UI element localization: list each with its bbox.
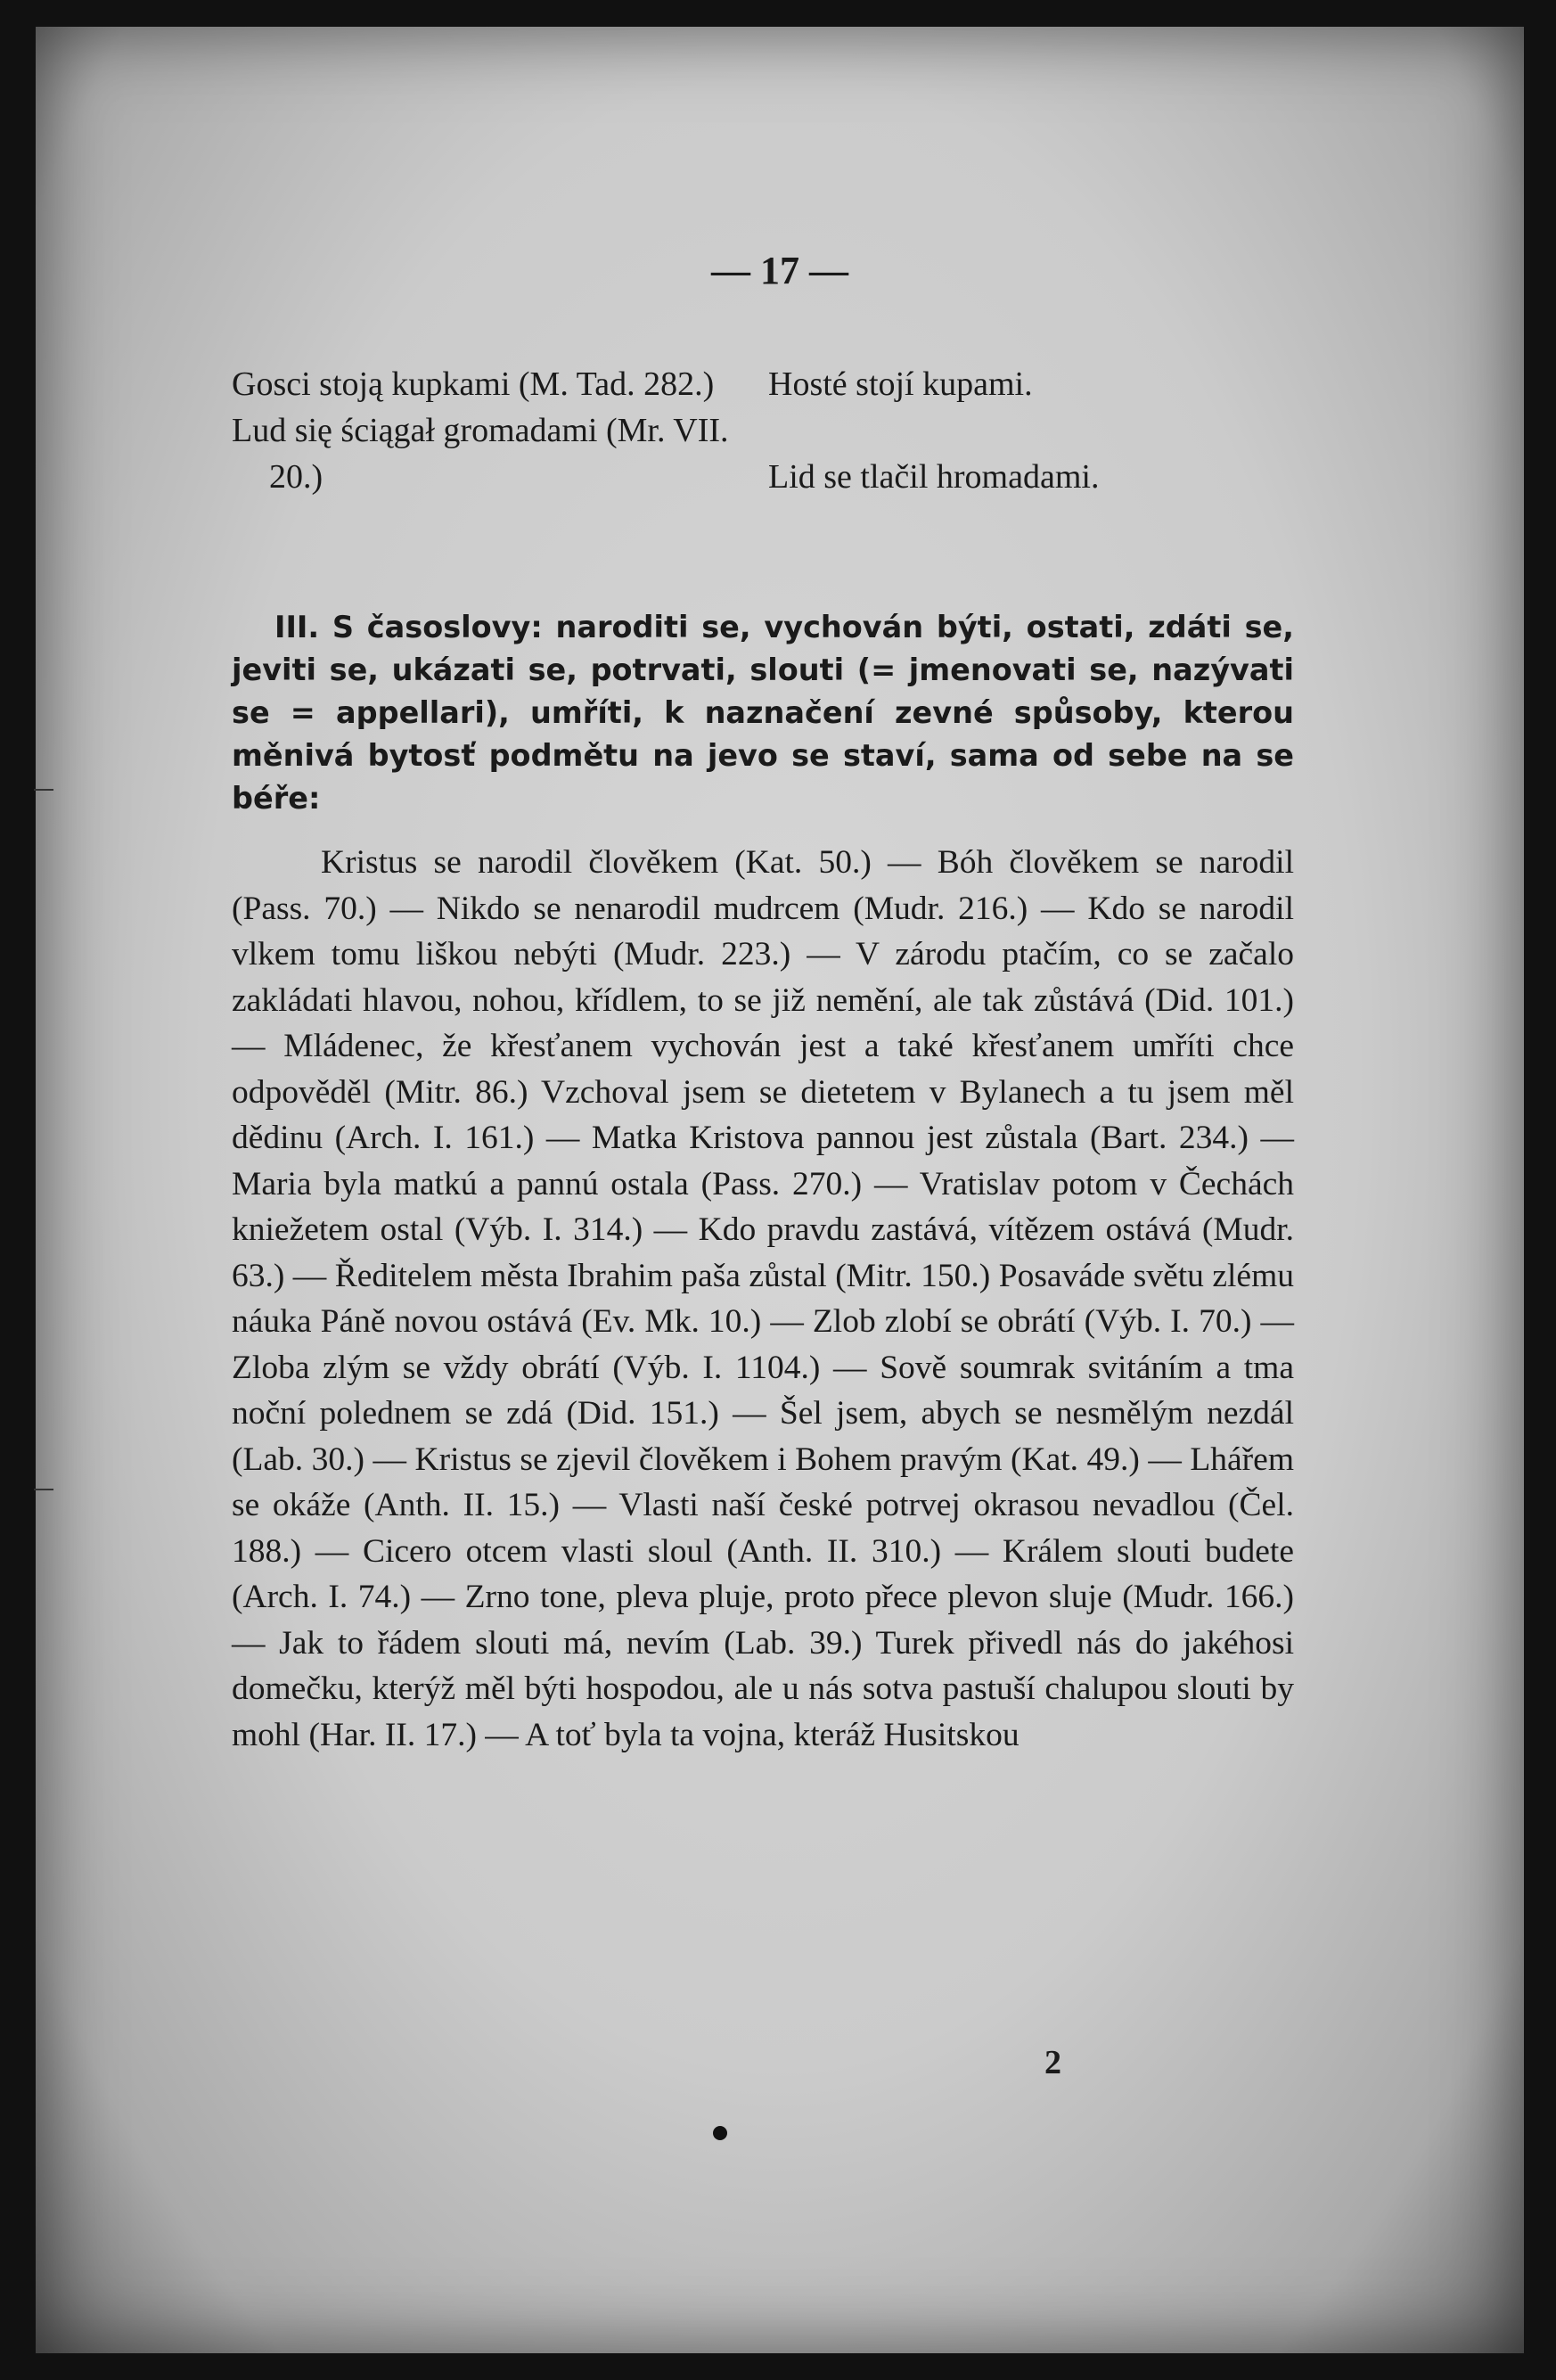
czech-example-1: Hosté stojí kupami. bbox=[768, 365, 1033, 403]
czech-example-2: Lid se tlačil hromadami. bbox=[768, 458, 1100, 496]
polish-example-2: Lud się ściągał gromadami (Mr. VII. 20.) bbox=[232, 412, 729, 496]
signature-mark: 2 bbox=[1044, 2044, 1061, 2081]
margin-tick bbox=[34, 789, 53, 791]
polish-example-1: Gosci stoją kupkami (M. Tad. 282.) bbox=[232, 365, 715, 403]
section-intro: III. S časoslovy: naroditi se, vychován býti, ostati, zdáti se, jeviti se, ukázati se, potrvati, slouti (= jmenovati se, nazývati se = appellari), umříti, k naznačení zevné spůsoby, kterou měnivá bytosť podmětu na jevo se staví, sama od sebe na se béře: bbox=[232, 610, 1294, 816]
body-paragraph: Kristus se narodil člověkem (Kat. 50.) — Bóh člověkem se narodil (Pass. 70.) — Nikdo se nenarodil mudrcem (Mudr. 216.) — Kdo se narodil vlkem tomu liškou nebýti (Mudr. 223.) — V zárodu ptačím, co se začalo zakládati hlavou, nohou, křídlem, to se již nemění, ale tak zůstává (Did. 101.) — Mládenec, že křesťanem vychován jest a také křesťanem umříti chce odpověděl (Mitr. 86.) Vzchoval jsem se dietetem v Bylanech a tu jsem měl dědinu (Arch. I. 161.) — Matka Kristova pannou jest zůstala (Bart. 234.) — Maria byla matkú a pannú ostala (Pass. 270.) — Vratislav potom v Čechách kniežetem ostal (Výb. I. 314.) — Kdo pravdu zastává, vítězem ostává (Mudr. 63.) — Ředitelem města Ibrahim paša zůstal (Mitr. 150.) Posaváde světu zlému náuka Páně novou ostává (Ev. Mk. 10.) — Zlob zlobí se obrátí (Výb. I. 70.) — Zloba zlým se vždy obrátí (Výb. I. 1104.) — Sově soumrak svitáním a tma noční polednem se zdá (Did. 151.) — Šel jsem, abych se nesmělým nezdál (Lab. 30.) — Kristus se zjevil člověkem i Bohem pravým (Kat. 49.) — Lhářem se okáže (Anth. II. 15.) — Vlasti naší české potrvej okrasou nevadlou (Čel. 188.) — Cicero otcem vlasti sloul (Anth. II. 310.) — Králem slouti budete (Arch. I. 74.) — Zrno tone, pleva pluje, proto přece plevon sluje (Mudr. 166.) — Jak to řádem slouti má, nevím (Lab. 39.) Turek přivedl nás do jakéhosi domečku, kterýž měl býti hospodou, ale u nás sotva pastuší chalupou slouti by mohl (Har. II. 17.) — A toť byla ta vojna, kteráž Husitskou bbox=[232, 844, 1294, 1753]
page-number: — 17 — bbox=[711, 249, 848, 292]
czech-examples bbox=[768, 361, 1303, 500]
book-page bbox=[36, 27, 1524, 2353]
margin-tick bbox=[34, 1489, 53, 1490]
polish-examples bbox=[232, 361, 758, 500]
ink-dot bbox=[713, 2126, 727, 2140]
